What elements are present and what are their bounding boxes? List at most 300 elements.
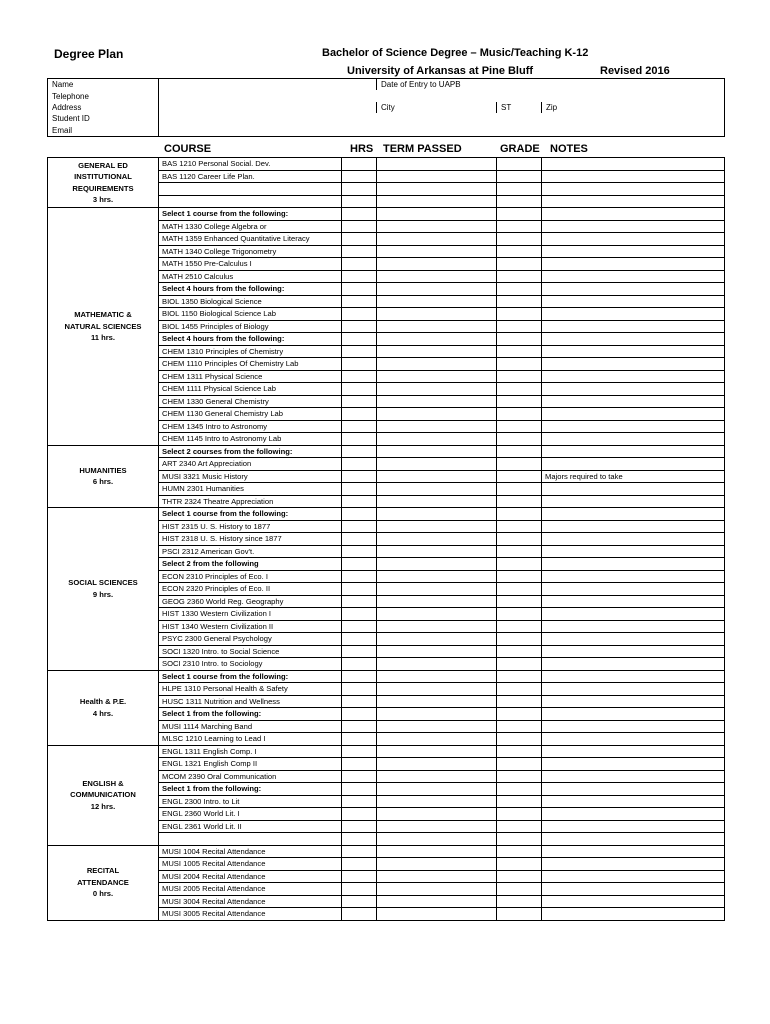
grade-cell[interactable] <box>497 670 542 683</box>
term-passed-cell[interactable] <box>377 733 497 746</box>
notes-cell[interactable] <box>542 283 725 296</box>
hrs-cell[interactable] <box>342 733 377 746</box>
notes-cell[interactable] <box>542 233 725 246</box>
hrs-cell[interactable] <box>342 783 377 796</box>
grade-cell[interactable] <box>497 395 542 408</box>
term-passed-cell[interactable] <box>377 258 497 271</box>
student-id-field[interactable] <box>159 113 725 124</box>
notes-cell[interactable]: Majors required to take <box>542 470 725 483</box>
grade-cell[interactable] <box>497 895 542 908</box>
requirement-group-label <box>48 208 159 446</box>
term-passed-cell[interactable] <box>377 695 497 708</box>
notes-cell[interactable] <box>542 208 725 221</box>
grade-cell[interactable] <box>497 883 542 896</box>
term-column-header: TERM PASSED <box>383 143 462 155</box>
hrs-cell[interactable] <box>342 845 377 858</box>
name-field[interactable] <box>159 79 377 91</box>
term-passed-cell[interactable] <box>377 183 497 196</box>
hrs-cell[interactable] <box>342 570 377 583</box>
notes-cell[interactable] <box>542 170 725 183</box>
hrs-cell[interactable] <box>342 770 377 783</box>
zip-field[interactable]: Zip <box>542 102 725 113</box>
term-passed-cell[interactable] <box>377 420 497 433</box>
notes-cell[interactable] <box>542 795 725 808</box>
notes-cell[interactable] <box>542 408 725 421</box>
notes-cell[interactable] <box>542 808 725 821</box>
grade-cell[interactable] <box>497 833 542 846</box>
grade-cell[interactable] <box>497 558 542 571</box>
grade-cell[interactable] <box>497 820 542 833</box>
term-passed-cell[interactable] <box>377 883 497 896</box>
term-passed-cell[interactable] <box>377 170 497 183</box>
notes-cell[interactable] <box>542 883 725 896</box>
term-passed-cell[interactable] <box>377 608 497 621</box>
notes-cell[interactable] <box>542 458 725 471</box>
course-row <box>48 445 725 458</box>
term-passed-cell[interactable] <box>377 295 497 308</box>
requirement-group-label <box>48 508 159 671</box>
term-passed-cell[interactable] <box>377 895 497 908</box>
hrs-cell[interactable] <box>342 170 377 183</box>
term-passed-cell[interactable] <box>377 783 497 796</box>
notes-cell[interactable] <box>542 220 725 233</box>
notes-cell[interactable] <box>542 333 725 346</box>
hrs-cell[interactable] <box>342 370 377 383</box>
grade-cell[interactable] <box>497 733 542 746</box>
notes-cell[interactable] <box>542 395 725 408</box>
hrs-cell[interactable] <box>342 245 377 258</box>
term-passed-cell[interactable] <box>377 395 497 408</box>
term-passed-cell[interactable] <box>377 208 497 221</box>
hrs-cell[interactable] <box>342 508 377 521</box>
term-passed-cell[interactable] <box>377 520 497 533</box>
telephone-field[interactable] <box>159 90 725 101</box>
grade-cell[interactable] <box>497 595 542 608</box>
grade-cell[interactable] <box>497 633 542 646</box>
term-passed-cell[interactable] <box>377 845 497 858</box>
grade-cell[interactable] <box>497 708 542 721</box>
term-passed-cell[interactable] <box>377 370 497 383</box>
grade-cell[interactable] <box>497 470 542 483</box>
hrs-cell[interactable] <box>342 258 377 271</box>
course-name: HIST 2318 U. S. History since 1877 <box>159 533 342 546</box>
notes-cell[interactable] <box>542 820 725 833</box>
course-name: CHEM 1310 Principles of Chemistry <box>159 345 342 358</box>
term-passed-cell[interactable] <box>377 820 497 833</box>
hrs-cell[interactable] <box>342 420 377 433</box>
selection-instruction: Select 1 course from the following: <box>159 208 342 221</box>
hrs-cell[interactable] <box>342 908 377 921</box>
grade-cell[interactable] <box>497 170 542 183</box>
notes-cell[interactable] <box>542 195 725 208</box>
notes-cell[interactable] <box>542 783 725 796</box>
notes-cell[interactable] <box>542 370 725 383</box>
grade-cell[interactable] <box>497 270 542 283</box>
state-field[interactable]: ST <box>497 102 542 113</box>
term-passed-cell[interactable] <box>377 795 497 808</box>
grade-cell[interactable] <box>497 445 542 458</box>
notes-cell[interactable] <box>542 595 725 608</box>
notes-cell[interactable] <box>542 658 725 671</box>
term-passed-cell[interactable] <box>377 433 497 446</box>
term-passed-cell[interactable] <box>377 558 497 571</box>
hrs-cell[interactable] <box>342 858 377 871</box>
term-passed-cell[interactable] <box>377 770 497 783</box>
grade-cell[interactable] <box>497 220 542 233</box>
notes-cell[interactable] <box>542 870 725 883</box>
course-name: HUMN 2301 Humanities <box>159 483 342 496</box>
hrs-cell[interactable] <box>342 470 377 483</box>
course-row <box>48 158 725 171</box>
group-label-line: COMMUNICATION <box>70 790 136 800</box>
selection-instruction: Select 1 course from the following: <box>159 508 342 521</box>
notes-cell[interactable] <box>542 845 725 858</box>
hrs-cell[interactable] <box>342 645 377 658</box>
hrs-cell[interactable] <box>342 270 377 283</box>
notes-cell[interactable] <box>542 833 725 846</box>
notes-cell[interactable] <box>542 483 725 496</box>
term-passed-cell[interactable] <box>377 858 497 871</box>
term-passed-cell[interactable] <box>377 833 497 846</box>
notes-cell[interactable] <box>542 433 725 446</box>
hrs-cell[interactable] <box>342 233 377 246</box>
term-passed-cell[interactable] <box>377 458 497 471</box>
grade-cell[interactable] <box>497 295 542 308</box>
hrs-cell[interactable] <box>342 683 377 696</box>
course-name <box>159 195 342 208</box>
hrs-cell[interactable] <box>342 808 377 821</box>
notes-cell[interactable] <box>542 620 725 633</box>
notes-cell[interactable] <box>542 520 725 533</box>
grade-cell[interactable] <box>497 495 542 508</box>
notes-cell[interactable] <box>542 383 725 396</box>
course-name: PSCI 2312 American Gov't. <box>159 545 342 558</box>
selection-instruction: Select 4 hours from the following: <box>159 283 342 296</box>
hrs-cell[interactable] <box>342 558 377 571</box>
course-name: HLPE 1310 Personal Health & Safety <box>159 683 342 696</box>
hrs-cell[interactable] <box>342 745 377 758</box>
hrs-cell[interactable] <box>342 833 377 846</box>
hrs-cell[interactable] <box>342 195 377 208</box>
course-name: ENGL 2300 Intro. to Lit <box>159 795 342 808</box>
term-passed-cell[interactable] <box>377 220 497 233</box>
course-name: PSYC 2300 General Psychology <box>159 633 342 646</box>
hrs-cell[interactable] <box>342 695 377 708</box>
grade-cell[interactable] <box>497 183 542 196</box>
notes-cell[interactable] <box>542 633 725 646</box>
hrs-cell[interactable] <box>342 208 377 221</box>
term-passed-cell[interactable] <box>377 345 497 358</box>
group-label-line: 0 hrs. <box>92 889 114 899</box>
requirement-group-label <box>48 158 159 208</box>
term-passed-cell[interactable] <box>377 870 497 883</box>
hrs-cell[interactable] <box>342 583 377 596</box>
hrs-cell[interactable] <box>342 895 377 908</box>
hrs-cell[interactable] <box>342 545 377 558</box>
hrs-cell[interactable] <box>342 883 377 896</box>
term-passed-cell[interactable] <box>377 745 497 758</box>
hrs-cell[interactable] <box>342 295 377 308</box>
email-field[interactable] <box>159 125 725 137</box>
grade-cell[interactable] <box>497 745 542 758</box>
term-passed-cell[interactable] <box>377 670 497 683</box>
notes-cell[interactable] <box>542 345 725 358</box>
course-name: ENGL 1321 English Comp II <box>159 758 342 771</box>
notes-cell[interactable] <box>542 270 725 283</box>
course-name: HIST 2315 U. S. History to 1877 <box>159 520 342 533</box>
course-name: MCOM 2390 Oral Communication <box>159 770 342 783</box>
term-passed-cell[interactable] <box>377 195 497 208</box>
term-passed-cell[interactable] <box>377 595 497 608</box>
notes-cell[interactable] <box>542 758 725 771</box>
grade-cell[interactable] <box>497 345 542 358</box>
hrs-cell[interactable] <box>342 308 377 321</box>
hrs-cell[interactable] <box>342 445 377 458</box>
grade-cell[interactable] <box>497 308 542 321</box>
hrs-cell[interactable] <box>342 820 377 833</box>
course-name: HUSC 1311 Nutrition and Wellness <box>159 695 342 708</box>
course-name: SOCI 2310 Intro. to Sociology <box>159 658 342 671</box>
hrs-cell[interactable] <box>342 408 377 421</box>
term-passed-cell[interactable] <box>377 158 497 171</box>
notes-cell[interactable] <box>542 720 725 733</box>
term-passed-cell[interactable] <box>377 495 497 508</box>
hrs-cell[interactable] <box>342 870 377 883</box>
term-passed-cell[interactable] <box>377 383 497 396</box>
hrs-cell[interactable] <box>342 795 377 808</box>
group-label-line: 12 hrs. <box>90 801 116 811</box>
term-passed-cell[interactable] <box>377 533 497 546</box>
hrs-cell[interactable] <box>342 670 377 683</box>
grade-cell[interactable] <box>497 158 542 171</box>
notes-cell[interactable] <box>542 258 725 271</box>
notes-cell[interactable] <box>542 645 725 658</box>
selection-instruction: Select 2 courses from the following: <box>159 445 342 458</box>
grade-cell[interactable] <box>497 758 542 771</box>
grade-cell[interactable] <box>497 645 542 658</box>
notes-cell[interactable] <box>542 183 725 196</box>
term-passed-cell[interactable] <box>377 633 497 646</box>
hrs-cell[interactable] <box>342 608 377 621</box>
term-passed-cell[interactable] <box>377 333 497 346</box>
notes-cell[interactable] <box>542 683 725 696</box>
grade-cell[interactable] <box>497 508 542 521</box>
notes-cell[interactable] <box>542 608 725 621</box>
term-passed-cell[interactable] <box>377 408 497 421</box>
course-name: HIST 1330 Western Civilization I <box>159 608 342 621</box>
notes-cell[interactable] <box>542 583 725 596</box>
grade-cell[interactable] <box>497 420 542 433</box>
grade-cell[interactable] <box>497 583 542 596</box>
notes-cell[interactable] <box>542 445 725 458</box>
requirement-group-label <box>48 670 159 745</box>
grade-cell[interactable] <box>497 808 542 821</box>
notes-cell[interactable] <box>542 308 725 321</box>
term-passed-cell[interactable] <box>377 720 497 733</box>
hrs-cell[interactable] <box>342 158 377 171</box>
course-row <box>48 670 725 683</box>
term-passed-cell[interactable] <box>377 658 497 671</box>
selection-instruction: Select 1 from the following: <box>159 783 342 796</box>
term-passed-cell[interactable] <box>377 683 497 696</box>
hrs-cell[interactable] <box>342 533 377 546</box>
group-label-line: ENGLISH & <box>82 778 124 788</box>
notes-cell[interactable] <box>542 570 725 583</box>
course-name: MUSI 1114 Marching Band <box>159 720 342 733</box>
grade-cell[interactable] <box>497 258 542 271</box>
group-label-line: SOCIAL SCIENCES <box>68 578 138 588</box>
grade-cell[interactable] <box>497 195 542 208</box>
notes-cell[interactable] <box>542 508 725 521</box>
grade-cell[interactable] <box>497 720 542 733</box>
grade-cell[interactable] <box>497 770 542 783</box>
grade-cell[interactable] <box>497 433 542 446</box>
grade-cell[interactable] <box>497 458 542 471</box>
notes-cell[interactable] <box>542 158 725 171</box>
hrs-cell[interactable] <box>342 320 377 333</box>
hrs-cell[interactable] <box>342 458 377 471</box>
term-passed-cell[interactable] <box>377 570 497 583</box>
notes-cell[interactable] <box>542 770 725 783</box>
hrs-cell[interactable] <box>342 708 377 721</box>
hrs-cell[interactable] <box>342 283 377 296</box>
term-passed-cell[interactable] <box>377 583 497 596</box>
grade-cell[interactable] <box>497 520 542 533</box>
term-passed-cell[interactable] <box>377 645 497 658</box>
course-name: BAS 1120 Career Life Plan. <box>159 170 342 183</box>
term-passed-cell[interactable] <box>377 708 497 721</box>
hrs-cell[interactable] <box>342 358 377 371</box>
hrs-cell[interactable] <box>342 345 377 358</box>
grade-cell[interactable] <box>497 570 542 583</box>
grade-cell[interactable] <box>497 783 542 796</box>
notes-cell[interactable] <box>542 733 725 746</box>
hrs-cell[interactable] <box>342 183 377 196</box>
group-label-line: HUMANITIES <box>79 465 127 475</box>
grade-cell[interactable] <box>497 908 542 921</box>
notes-cell[interactable] <box>542 858 725 871</box>
grade-cell[interactable] <box>497 233 542 246</box>
grade-cell[interactable] <box>497 320 542 333</box>
notes-cell[interactable] <box>542 708 725 721</box>
term-passed-cell[interactable] <box>377 808 497 821</box>
hrs-cell[interactable] <box>342 483 377 496</box>
term-passed-cell[interactable] <box>377 483 497 496</box>
grade-cell[interactable] <box>497 845 542 858</box>
term-passed-cell[interactable] <box>377 320 497 333</box>
notes-cell[interactable] <box>542 670 725 683</box>
term-passed-cell[interactable] <box>377 758 497 771</box>
grade-cell[interactable] <box>497 858 542 871</box>
grade-cell[interactable] <box>497 358 542 371</box>
notes-cell[interactable] <box>542 558 725 571</box>
notes-cell[interactable] <box>542 420 725 433</box>
notes-cell[interactable] <box>542 245 725 258</box>
hrs-cell[interactable] <box>342 220 377 233</box>
grade-cell[interactable] <box>497 483 542 496</box>
student-info-table <box>47 78 725 137</box>
course-name: CHEM 1311 Physical Science <box>159 370 342 383</box>
grade-cell[interactable] <box>497 370 542 383</box>
group-label-line: ATTENDANCE <box>77 877 129 887</box>
grade-cell[interactable] <box>497 608 542 621</box>
group-label-line: GENERAL ED <box>78 160 128 170</box>
hrs-cell[interactable] <box>342 520 377 533</box>
hrs-cell[interactable] <box>342 720 377 733</box>
grade-cell[interactable] <box>497 245 542 258</box>
notes-cell[interactable] <box>542 895 725 908</box>
date-entry-field[interactable]: Date of Entry to UAPB <box>377 79 725 91</box>
hrs-cell[interactable] <box>342 333 377 346</box>
grade-cell[interactable] <box>497 408 542 421</box>
term-passed-cell[interactable] <box>377 545 497 558</box>
grade-cell[interactable] <box>497 383 542 396</box>
hrs-cell[interactable] <box>342 383 377 396</box>
notes-cell[interactable] <box>542 320 725 333</box>
notes-column-header: NOTES <box>550 143 588 155</box>
revision-label: Revised 2016 <box>600 65 670 77</box>
hrs-cell[interactable] <box>342 620 377 633</box>
notes-cell[interactable] <box>542 908 725 921</box>
grade-cell[interactable] <box>497 545 542 558</box>
grade-cell[interactable] <box>497 683 542 696</box>
city-field[interactable]: City <box>377 102 497 113</box>
hrs-cell[interactable] <box>342 395 377 408</box>
term-passed-cell[interactable] <box>377 245 497 258</box>
grade-cell[interactable] <box>497 620 542 633</box>
course-name: MUSI 2004 Recital Attendance <box>159 870 342 883</box>
term-passed-cell[interactable] <box>377 270 497 283</box>
grade-cell[interactable] <box>497 795 542 808</box>
term-passed-cell[interactable] <box>377 283 497 296</box>
grade-cell[interactable] <box>497 658 542 671</box>
hrs-cell[interactable] <box>342 433 377 446</box>
term-passed-cell[interactable] <box>377 308 497 321</box>
selection-instruction: Select 1 from the following: <box>159 708 342 721</box>
hrs-cell[interactable] <box>342 758 377 771</box>
term-passed-cell[interactable] <box>377 508 497 521</box>
notes-cell[interactable] <box>542 545 725 558</box>
grade-cell[interactable] <box>497 208 542 221</box>
notes-cell[interactable] <box>542 358 725 371</box>
group-label-line: INSTITUTIONAL <box>74 172 132 181</box>
grade-cell[interactable] <box>497 333 542 346</box>
term-passed-cell[interactable] <box>377 470 497 483</box>
grade-cell[interactable] <box>497 870 542 883</box>
grade-cell[interactable] <box>497 533 542 546</box>
hrs-cell[interactable] <box>342 633 377 646</box>
notes-cell[interactable] <box>542 295 725 308</box>
group-label-line: MATHEMATIC & <box>74 310 132 319</box>
hrs-cell[interactable] <box>342 495 377 508</box>
term-passed-cell[interactable] <box>377 908 497 921</box>
term-passed-cell[interactable] <box>377 233 497 246</box>
term-passed-cell[interactable] <box>377 445 497 458</box>
notes-cell[interactable] <box>542 495 725 508</box>
notes-cell[interactable] <box>542 695 725 708</box>
grade-cell[interactable] <box>497 283 542 296</box>
term-passed-cell[interactable] <box>377 358 497 371</box>
notes-cell[interactable] <box>542 533 725 546</box>
selection-instruction: Select 2 from the following <box>159 558 342 571</box>
term-passed-cell[interactable] <box>377 620 497 633</box>
grade-cell[interactable] <box>497 695 542 708</box>
address-field[interactable] <box>159 102 377 113</box>
course-row <box>48 208 725 221</box>
notes-cell[interactable] <box>542 745 725 758</box>
hrs-cell[interactable] <box>342 595 377 608</box>
hrs-cell[interactable] <box>342 658 377 671</box>
